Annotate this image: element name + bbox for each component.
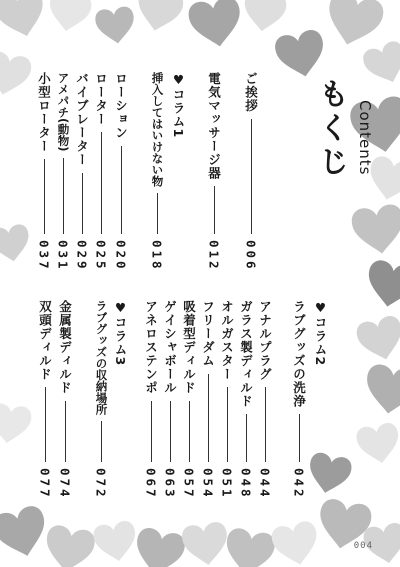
toc-entry[interactable] bbox=[161, 300, 179, 500]
column-heading: ♥コラム3 bbox=[113, 300, 128, 367]
leader-line bbox=[65, 401, 66, 463]
leader-line bbox=[208, 374, 209, 463]
leader-line bbox=[189, 401, 190, 463]
leader-line bbox=[44, 159, 45, 234]
toc-entry[interactable] bbox=[92, 72, 110, 272]
toc-label: ご挨拶 bbox=[243, 72, 259, 113]
toc-page: 051 bbox=[219, 468, 235, 500]
toc-entry[interactable] bbox=[92, 300, 110, 500]
toc-page: 012 bbox=[206, 240, 222, 272]
leader-line bbox=[246, 414, 247, 462]
leader-line bbox=[299, 414, 300, 462]
toc-label: 電気マッサージ器 bbox=[206, 72, 222, 180]
toc-entry[interactable] bbox=[290, 300, 308, 500]
toc-label: ガラス製ディルド bbox=[238, 300, 254, 408]
toc-label: アネロステンポ bbox=[143, 300, 159, 395]
toc-label: バイブレーター bbox=[74, 72, 90, 167]
page-title: もくじ bbox=[313, 78, 348, 180]
toc-label: ローション bbox=[113, 72, 129, 140]
toc-entry[interactable] bbox=[256, 300, 274, 500]
toc-label: アナルプラグ bbox=[257, 300, 273, 381]
toc-label: ローター bbox=[93, 72, 109, 126]
toc-page: 074 bbox=[57, 468, 73, 500]
toc-label: 双頭ディルド bbox=[37, 300, 53, 381]
toc-page: 018 bbox=[149, 240, 165, 272]
column-heading: ♥コラム1 bbox=[171, 72, 186, 139]
toc-entry[interactable] bbox=[242, 72, 260, 272]
toc-label: オルガスター bbox=[219, 300, 235, 381]
toc-page: 067 bbox=[143, 468, 159, 500]
toc-page: 063 bbox=[162, 468, 178, 500]
toc-page: 025 bbox=[93, 240, 109, 272]
toc-entry[interactable] bbox=[199, 300, 217, 500]
toc-label: 小型ローター bbox=[36, 72, 52, 153]
toc-entry[interactable] bbox=[112, 72, 130, 272]
leader-line bbox=[121, 146, 122, 235]
toc-label: ラブグッズの収納場所 bbox=[94, 300, 109, 415]
toc-entry[interactable] bbox=[205, 72, 223, 272]
toc-entry[interactable] bbox=[35, 72, 53, 272]
toc-page: 031 bbox=[55, 240, 71, 272]
toc-page: 072 bbox=[93, 468, 109, 500]
toc-page: 037 bbox=[36, 240, 52, 272]
leader-line bbox=[157, 193, 158, 234]
leader-line bbox=[251, 119, 252, 235]
toc-label: 吸着型ディルド bbox=[181, 300, 197, 395]
toc-page: 029 bbox=[74, 240, 90, 272]
toc-entry[interactable] bbox=[218, 300, 236, 500]
toc-page: 048 bbox=[238, 468, 254, 500]
toc-entry[interactable] bbox=[180, 300, 198, 500]
toc-page: 042 bbox=[291, 468, 307, 500]
toc-label: ラブグッズの洗浄 bbox=[291, 300, 307, 408]
toc-label: アメパチ(動物) bbox=[56, 72, 71, 152]
leader-line bbox=[63, 158, 64, 235]
toc-label: 金属製ディルド bbox=[57, 300, 73, 395]
leader-line bbox=[101, 132, 102, 234]
toc-page: 044 bbox=[257, 468, 273, 500]
leader-line bbox=[227, 387, 228, 462]
toc-entry[interactable] bbox=[237, 300, 255, 500]
toc-label: ゲイシャボール bbox=[162, 300, 178, 395]
toc-entry[interactable] bbox=[56, 300, 74, 500]
toc-entry[interactable] bbox=[142, 300, 160, 500]
leader-line bbox=[265, 387, 266, 462]
page-subtitle: Contents bbox=[356, 100, 374, 176]
leader-line bbox=[151, 401, 152, 463]
toc-entry[interactable] bbox=[54, 72, 72, 272]
toc-entry[interactable] bbox=[36, 300, 54, 500]
leader-line bbox=[170, 401, 171, 463]
page-number: 004 bbox=[353, 541, 373, 551]
toc-page: 006 bbox=[243, 240, 259, 272]
leader-line bbox=[45, 387, 46, 462]
leader-line bbox=[82, 173, 83, 235]
toc-entry[interactable] bbox=[73, 72, 91, 272]
toc-entry[interactable] bbox=[148, 72, 166, 272]
toc-label: 挿入してはいけない物 bbox=[150, 72, 165, 187]
column-heading: ♥コラム2 bbox=[313, 300, 328, 367]
toc-page: 077 bbox=[37, 468, 53, 500]
leader-line bbox=[101, 421, 102, 462]
toc-page: 057 bbox=[181, 468, 197, 500]
toc-page: 020 bbox=[113, 240, 129, 272]
toc-page: 054 bbox=[200, 468, 216, 500]
leader-line bbox=[214, 186, 215, 234]
toc-label: フリーダム bbox=[200, 300, 216, 368]
